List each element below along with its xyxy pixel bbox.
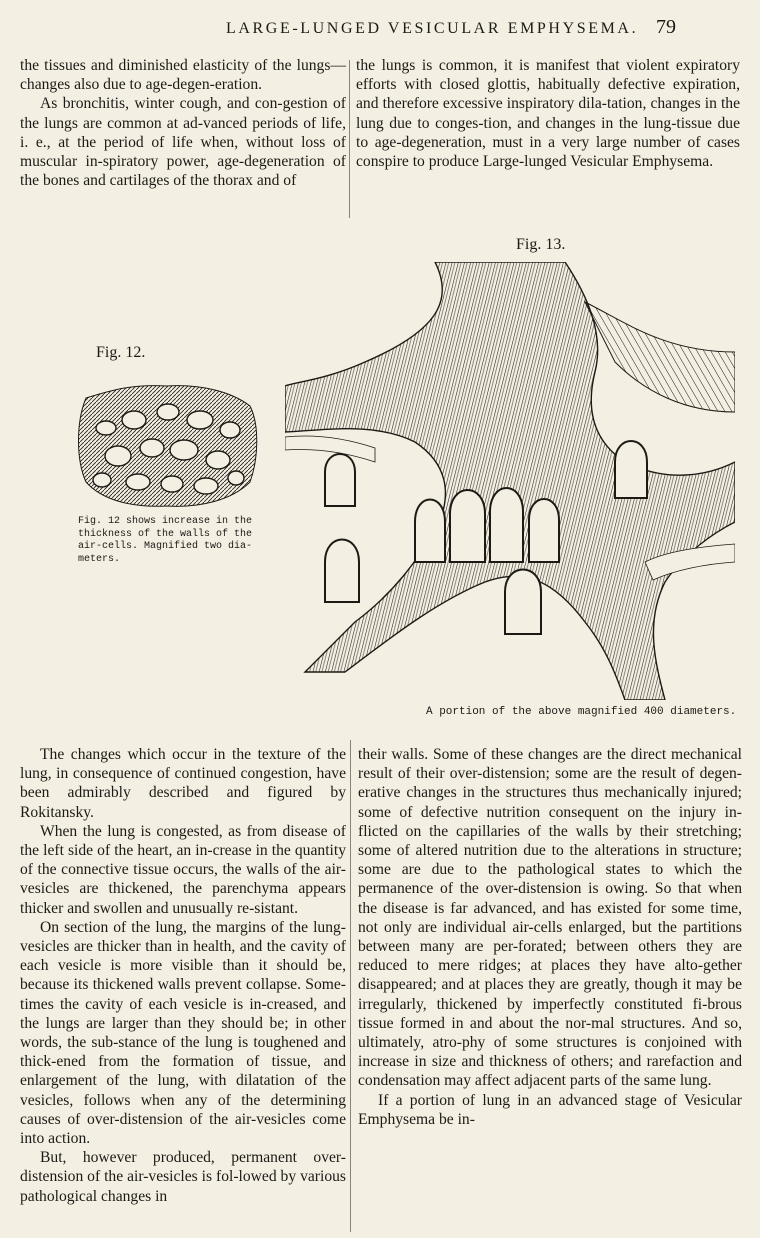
fig12-caption: Fig. 12 shows increase in the thickness of the walls of the air-cells. Magnified two dia-meters. — [78, 516, 253, 565]
paragraph: When the lung is congested, as from disease of the left side of the heart, an in-crease in the quantity of the connective tissue occurs, the walls of the air-vesicles are thickened, the parenchyma appears thicker and swollen and unusually re-sistant. — [20, 822, 346, 917]
paragraph: the tissues and diminished elasticity of the lungs—changes also due to age-degen-eration. — [20, 57, 346, 94]
paragraph: But, however produced, permanent over-distension of the air-vesicles is fol-lowed by various pathological changes in — [20, 1149, 346, 1205]
running-head: LARGE-LUNGED VESICULAR EMPHYSEMA. — [226, 20, 639, 37]
top-right-column — [356, 56, 740, 171]
top-left-column — [20, 56, 346, 190]
fig12-illustration — [72, 382, 262, 512]
paragraph: On section of the lung, the margins of the lung-vesicles are thicker than in health, and the cavity of each vesicle is more visible than it should be, because its thickened walls prevent collapse. Some-times the cavity of each vesicle is in-creased, and the lungs are larger than they should be; in other words, the sub-stance of the lung is toughened and thick-ened from the formation of tissue, and enlargement of the lung, with dilatation of the vesicles, follows when any of the determining causes of over-distension of the air-vesicles come into action. — [20, 918, 346, 1148]
paragraph: their walls. Some of these changes are the direct mechanical result of their over-distension; some are the result of degen-erative changes in the structures thus mechanically injured; some of defective nutrition consequent on the injury in-flicted on the capillaries of the walls by their stretching; some of altered nutrition due to the alterations in structure; some are due to the pathological states to which the permanence of the over-distension is owing. So that when the disease is far advanced, and has existed for some time, not only are individual air-cells enlarged, but the partitions between many are per-forated; between others they are reduced to mere ridges; at places they have alto-gether disappeared; and at places they are greatly, though it may be irregularly, thickened by imperfectly constituted fi-brous tissue formed in and about the nor-mal structures. And so, ultimately, atro-phy of some structures is conjoined with increase in size and thickness of others; and rarefaction and condensation may affect adjacent parts of the same lung. — [358, 746, 742, 1090]
page-number: 79 — [656, 16, 676, 38]
column-divider — [350, 740, 351, 1232]
fig12-title: Fig. 12. — [96, 344, 146, 361]
fig13-caption: A portion of the above magnified 400 diameters. — [426, 706, 737, 718]
column-divider — [349, 60, 350, 218]
paragraph: the lungs is common, it is manifest that violent expiratory efforts with closed glottis, habitually defective expiration, and therefore excessive inspiratory dila-tation, changes in the lung due to conges-tion, and changes in the lung-tissue due to age-degeneration, must in a very large number of cases conspire to produce Large-lunged Vesicular Emphysema. — [356, 57, 740, 171]
paragraph: The changes which occur in the texture of the lung, in consequence of continued congestion, have been admirably described and figured by Rokitansky. — [20, 746, 346, 821]
bottom-left-column — [20, 745, 346, 1206]
fig13-illustration — [285, 262, 735, 700]
paragraph: If a portion of lung in an advanced stage of Vesicular Emphysema be in- — [358, 1091, 742, 1128]
paragraph: As bronchitis, winter cough, and con-gestion of the lungs are common at ad-vanced periods of life, i. e., at the period of life when, without loss of muscular in-spiratory power, age-degeneration of the bones and cartilages of the thorax and of — [20, 95, 346, 190]
bottom-right-column — [358, 745, 742, 1129]
page-header — [0, 14, 760, 44]
fig13-title: Fig. 13. — [516, 236, 566, 253]
